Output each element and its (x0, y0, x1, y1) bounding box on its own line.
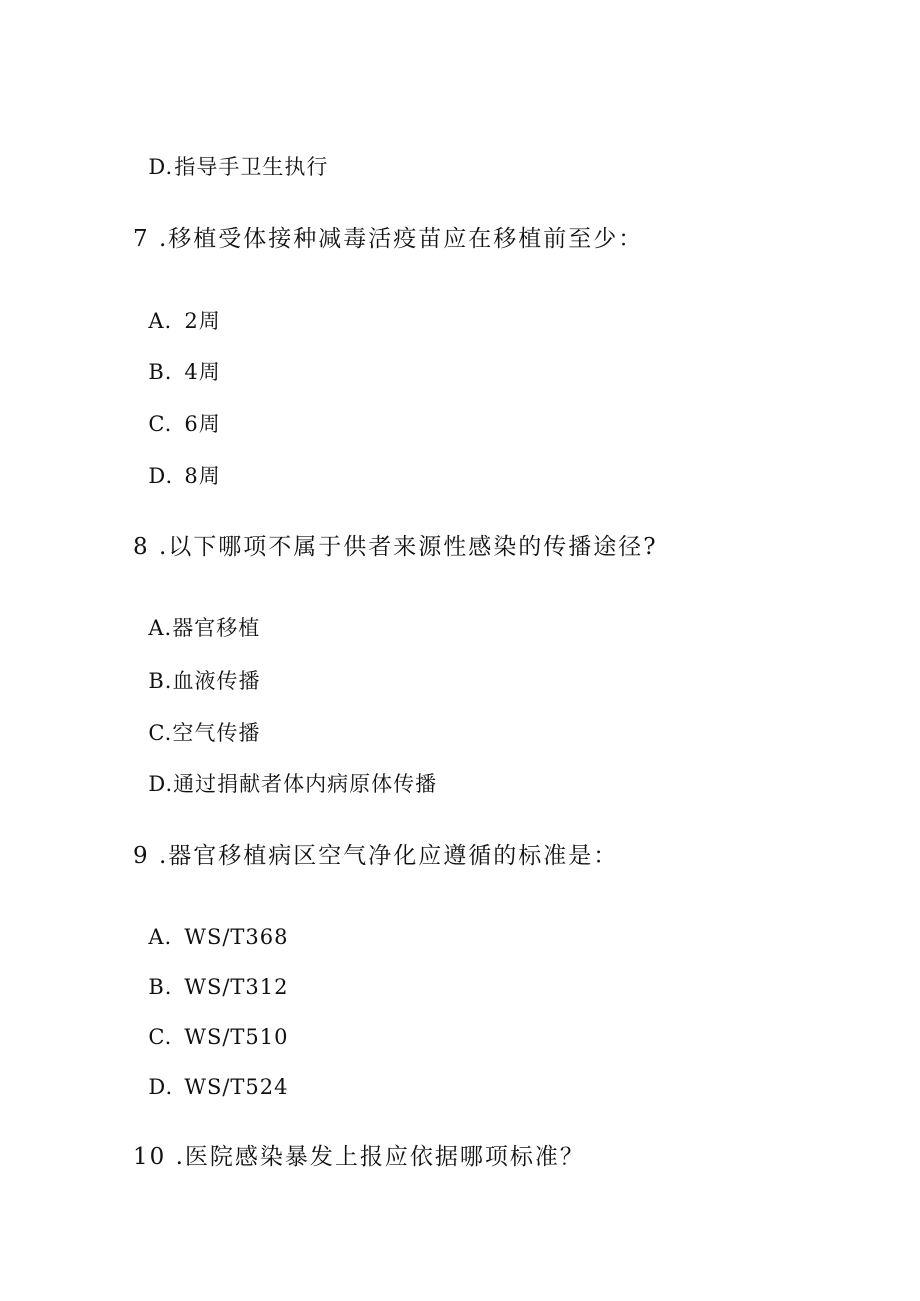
option-text: 器官移植 (172, 616, 261, 640)
option-letter: B. (148, 669, 173, 693)
q8-option-a (133, 583, 260, 643)
option-letter: A. (148, 925, 173, 949)
option-letter: D. (148, 464, 174, 488)
option-text: 4周 (184, 360, 221, 384)
option-letter: C. (148, 412, 173, 436)
option-letter: B. (148, 975, 173, 999)
option-text: WS/T312 (184, 975, 289, 999)
q7-option-d (133, 431, 221, 491)
option-text: WS/T368 (184, 925, 289, 949)
option-letter: D. (148, 772, 174, 796)
q9-option-d (133, 1042, 289, 1102)
option-letter: A. (148, 309, 173, 333)
option-letter: C. (148, 721, 173, 745)
q7-option-c (133, 379, 221, 439)
option-letter: B. (148, 360, 173, 384)
option-text: 指导手卫生执行 (174, 155, 329, 179)
q7-option-b (133, 327, 221, 387)
option-letter: A. (148, 616, 173, 640)
option-letter: C. (148, 1025, 173, 1049)
option-text: 8周 (184, 464, 221, 488)
q6-option-d: D.指导手卫生执行 (148, 155, 329, 179)
q9-question: 9 .器官移植病区空气净化应遵循的标准是： (133, 843, 619, 869)
q8-question: 8 .以下哪项不属于供者来源性感染的传播途径? (133, 534, 658, 560)
q7-question: 7 .移植受体接种减毒活疫苗应在移植前至少： (133, 226, 644, 252)
option-text: 6周 (184, 412, 221, 436)
option-text: WS/T510 (184, 1025, 289, 1049)
q10-question: 10 .医院感染暴发上报应依据哪项标准？ (133, 1144, 585, 1170)
option-text: 2周 (184, 309, 221, 333)
option-text: 通过捐献者体内病原体传播 (173, 772, 438, 796)
option-text: 空气传播 (172, 721, 261, 745)
q8-option-d (133, 739, 437, 799)
option-text: 血液传播 (172, 669, 261, 693)
option-letter: D. (148, 1075, 174, 1099)
q8-option-b (133, 636, 260, 696)
option-text: WS/T524 (184, 1075, 289, 1099)
